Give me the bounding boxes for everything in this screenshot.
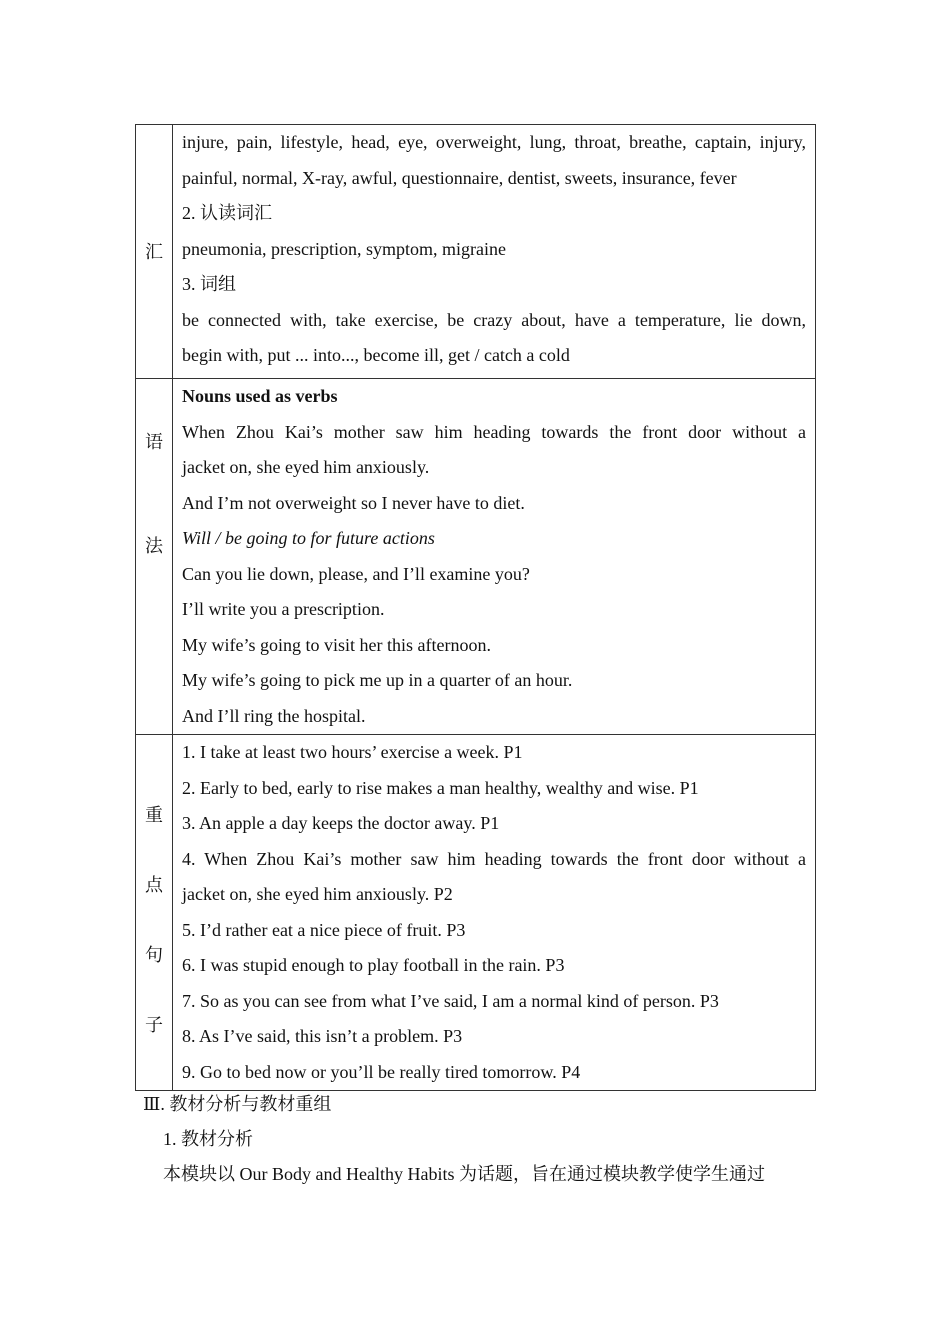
grammar-content: [173, 379, 816, 735]
key-sentences-label-char: 重: [145, 805, 163, 825]
vocabulary-row: [136, 125, 816, 379]
key-sentence: 3. An apple a day keeps the doctor away. P1: [182, 813, 500, 833]
vocabulary-line: injure, pain, lifestyle, head, eye, overweight, lung, throat, breathe, captain, injury,: [182, 132, 806, 152]
subsection-heading: 1. 教材分析: [163, 1129, 253, 1149]
key-sentence: 7. So as you can see from what I’ve said, I am a normal kind of person. P3: [182, 990, 719, 1011]
key-sentences-label: [136, 735, 173, 1091]
vocabulary-line: be connected with, take exercise, be crazy about, have a temperature, lie down,: [182, 309, 806, 330]
grammar-label: [136, 379, 173, 735]
grammar-example: When Zhou Kai’s mother saw him heading towards the front door without a: [182, 421, 806, 442]
key-sentence: 8. As I’ve said, this isn’t a problem. P3: [182, 1026, 463, 1046]
grammar-example: And I’ll ring the hospital.: [182, 705, 366, 726]
grammar-example: I’ll write you a prescription.: [182, 599, 385, 619]
vocabulary-label-char: 汇: [145, 241, 163, 262]
grammar-example: My wife’s going to visit her this afternoon.: [182, 634, 491, 655]
key-sentences-label-char: 点: [145, 875, 163, 895]
analysis-paragraph: 本模块以 Our Body and Healthy Habits 为话题，旨在通过模块教学使学生通过: [163, 1164, 765, 1184]
vocabulary-subheading: 2. 认读词汇: [182, 203, 272, 223]
vocabulary-label: [136, 125, 173, 379]
section-heading: Ⅲ. 教材分析与教材重组: [143, 1094, 332, 1114]
vocabulary-subheading: 3. 词组: [182, 274, 236, 294]
grammar-row: [136, 379, 816, 735]
vocabulary-line: begin with, put ... into..., become ill, get / catch a cold: [182, 345, 570, 365]
key-sentence: jacket on, she eyed him anxiously. P2: [182, 884, 453, 904]
vocabulary-line: painful, normal, X-ray, awful, questionnaire, dentist, sweets, insurance, fever: [182, 167, 737, 188]
key-sentences-label-char: 句: [145, 945, 163, 965]
grammar-subheading: Will / be going to for future actions: [182, 528, 435, 548]
vocabulary-content: [173, 125, 816, 379]
grammar-example: And I’m not overweight so I never have to diet.: [182, 492, 525, 513]
grammar-example: jacket on, she eyed him anxiously.: [182, 457, 430, 477]
key-sentence: 2. Early to bed, early to rise makes a man healthy, wealthy and wise. P1: [182, 777, 699, 798]
grammar-example: Can you lie down, please, and I’ll examine you?: [182, 563, 530, 584]
lesson-table: [135, 124, 816, 1091]
grammar-heading: Nouns used as verbs: [182, 386, 338, 406]
key-sentence: 5. I’d rather eat a nice piece of fruit. P3: [182, 919, 466, 940]
grammar-example: My wife’s going to pick me up in a quarter of an hour.: [182, 670, 573, 690]
key-sentence: 1. I take at least two hours’ exercise a week. P1: [182, 742, 523, 762]
key-sentences-content: [173, 735, 816, 1091]
key-sentence: 6. I was stupid enough to play football in the rain. P3: [182, 955, 565, 975]
grammar-label-char: 法: [145, 536, 163, 556]
key-sentences-row: [136, 735, 816, 1091]
vocabulary-line: pneumonia, prescription, symptom, migraine: [182, 238, 506, 259]
key-sentence: 4. When Zhou Kai’s mother saw him heading towards the front door without a: [182, 848, 806, 869]
key-sentence: 9. Go to bed now or you’ll be really tired tomorrow. P4: [182, 1061, 581, 1082]
grammar-label-char: 语: [145, 432, 163, 452]
key-sentences-label-char: 子: [145, 1015, 163, 1035]
